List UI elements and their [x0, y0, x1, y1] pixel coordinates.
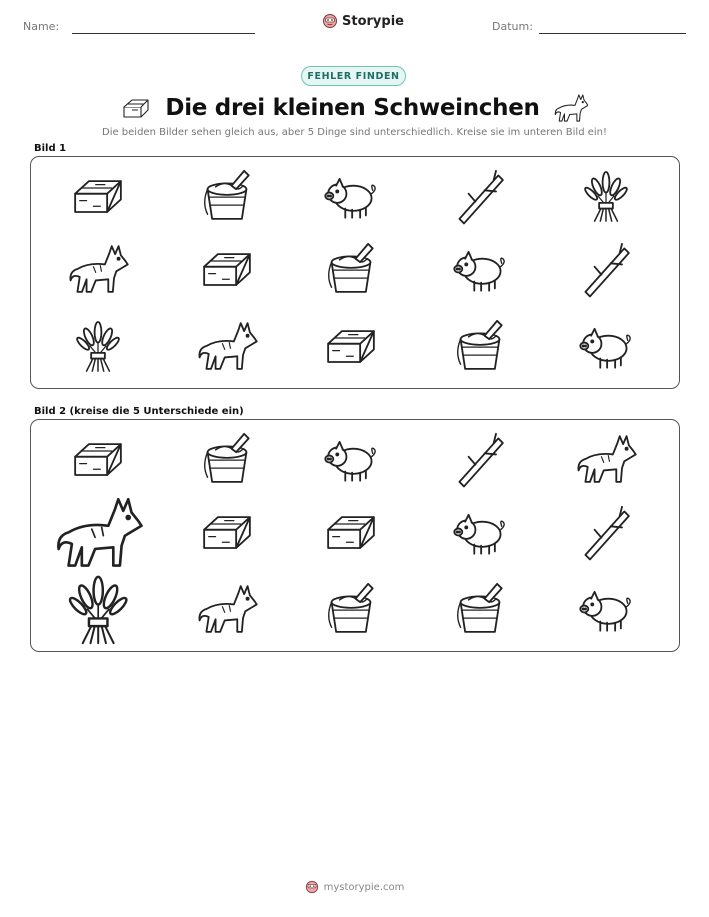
picture2-label: Bild 2 (kreise die 5 Unterschiede ein) — [34, 406, 244, 417]
picture1-panel — [30, 156, 680, 389]
picture2-panel[interactable] — [30, 419, 680, 652]
picture2-cell[interactable] — [574, 577, 638, 641]
wolf-icon — [554, 92, 588, 124]
picture2-cell[interactable] — [319, 500, 383, 564]
instructions: Die beiden Bilder sehen gleich aus, aber 5 Dinge sind unterschiedlich. Kreise sie im unteren Bild ein! — [102, 127, 607, 138]
brick-icon — [66, 427, 130, 491]
pig-icon — [448, 237, 512, 301]
picture2-cell[interactable] — [195, 427, 259, 491]
brick-icon — [121, 96, 151, 120]
stick-icon — [448, 164, 512, 228]
picture2-cell[interactable] — [448, 500, 512, 564]
picture1-cell — [66, 164, 130, 228]
picture1-cell — [448, 237, 512, 301]
picture1-cell — [195, 237, 259, 301]
picture2-cell[interactable] — [52, 486, 145, 579]
picture1-cell — [66, 237, 130, 301]
brick-icon — [319, 314, 383, 378]
brick-icon — [319, 500, 383, 564]
picture2-cell[interactable] — [448, 427, 512, 491]
stick-icon — [574, 500, 638, 564]
picture1-cell — [195, 314, 259, 378]
wolf-icon — [574, 427, 638, 491]
picture2-cell[interactable] — [195, 500, 259, 564]
wolf-icon — [66, 237, 130, 301]
picture2-cell[interactable] — [574, 500, 638, 564]
storypie-mascot-icon — [305, 880, 319, 894]
brick-icon — [195, 237, 259, 301]
picture1-cell — [319, 314, 383, 378]
picture2-cell[interactable] — [66, 427, 130, 491]
wolf-icon — [52, 486, 145, 579]
bucket-icon — [319, 577, 383, 641]
picture2-cell[interactable] — [574, 427, 638, 491]
bucket-icon — [448, 577, 512, 641]
activity-badge: FEHLER FINDEN — [301, 66, 406, 86]
bucket-icon — [195, 427, 259, 491]
straw-icon — [55, 566, 141, 652]
straw-icon — [66, 314, 130, 378]
picture1-cell — [448, 314, 512, 378]
straw-icon — [574, 164, 638, 228]
brick-icon — [66, 164, 130, 228]
picture2-cell[interactable] — [319, 427, 383, 491]
picture1-cell — [66, 314, 130, 378]
pig-icon — [448, 500, 512, 564]
date-label: Datum: — [492, 20, 533, 33]
wolf-icon — [195, 314, 259, 378]
date-line[interactable] — [539, 33, 686, 34]
title-row — [0, 91, 709, 125]
footer-url: mystorypie.com — [323, 881, 405, 893]
picture2-cell[interactable] — [448, 577, 512, 641]
wolf-icon — [195, 577, 259, 641]
pig-icon — [319, 164, 383, 228]
pig-icon — [574, 577, 638, 641]
bucket-icon — [448, 314, 512, 378]
picture2-cell[interactable] — [55, 566, 141, 652]
name-line[interactable] — [72, 33, 255, 34]
picture1-cell — [574, 314, 638, 378]
footer — [0, 880, 709, 894]
picture1-cell — [319, 237, 383, 301]
name-label: Name: — [23, 20, 60, 33]
picture1-cell — [448, 164, 512, 228]
brick-icon — [195, 500, 259, 564]
bucket-icon — [319, 237, 383, 301]
storypie-mascot-icon — [322, 13, 338, 29]
picture2-cell[interactable] — [195, 577, 259, 641]
bucket-icon — [195, 164, 259, 228]
picture1-cell — [195, 164, 259, 228]
brand-logo — [322, 13, 404, 29]
brand-name: Storypie — [342, 13, 404, 29]
picture2-cell[interactable] — [319, 577, 383, 641]
picture1-label: Bild 1 — [34, 143, 67, 154]
picture1-cell — [319, 164, 383, 228]
stick-icon — [574, 237, 638, 301]
picture1-cell — [574, 164, 638, 228]
pig-icon — [319, 427, 383, 491]
page-title: Die drei kleinen Schweinchen — [165, 95, 540, 121]
pig-icon — [574, 314, 638, 378]
stick-icon — [448, 427, 512, 491]
picture1-cell — [574, 237, 638, 301]
